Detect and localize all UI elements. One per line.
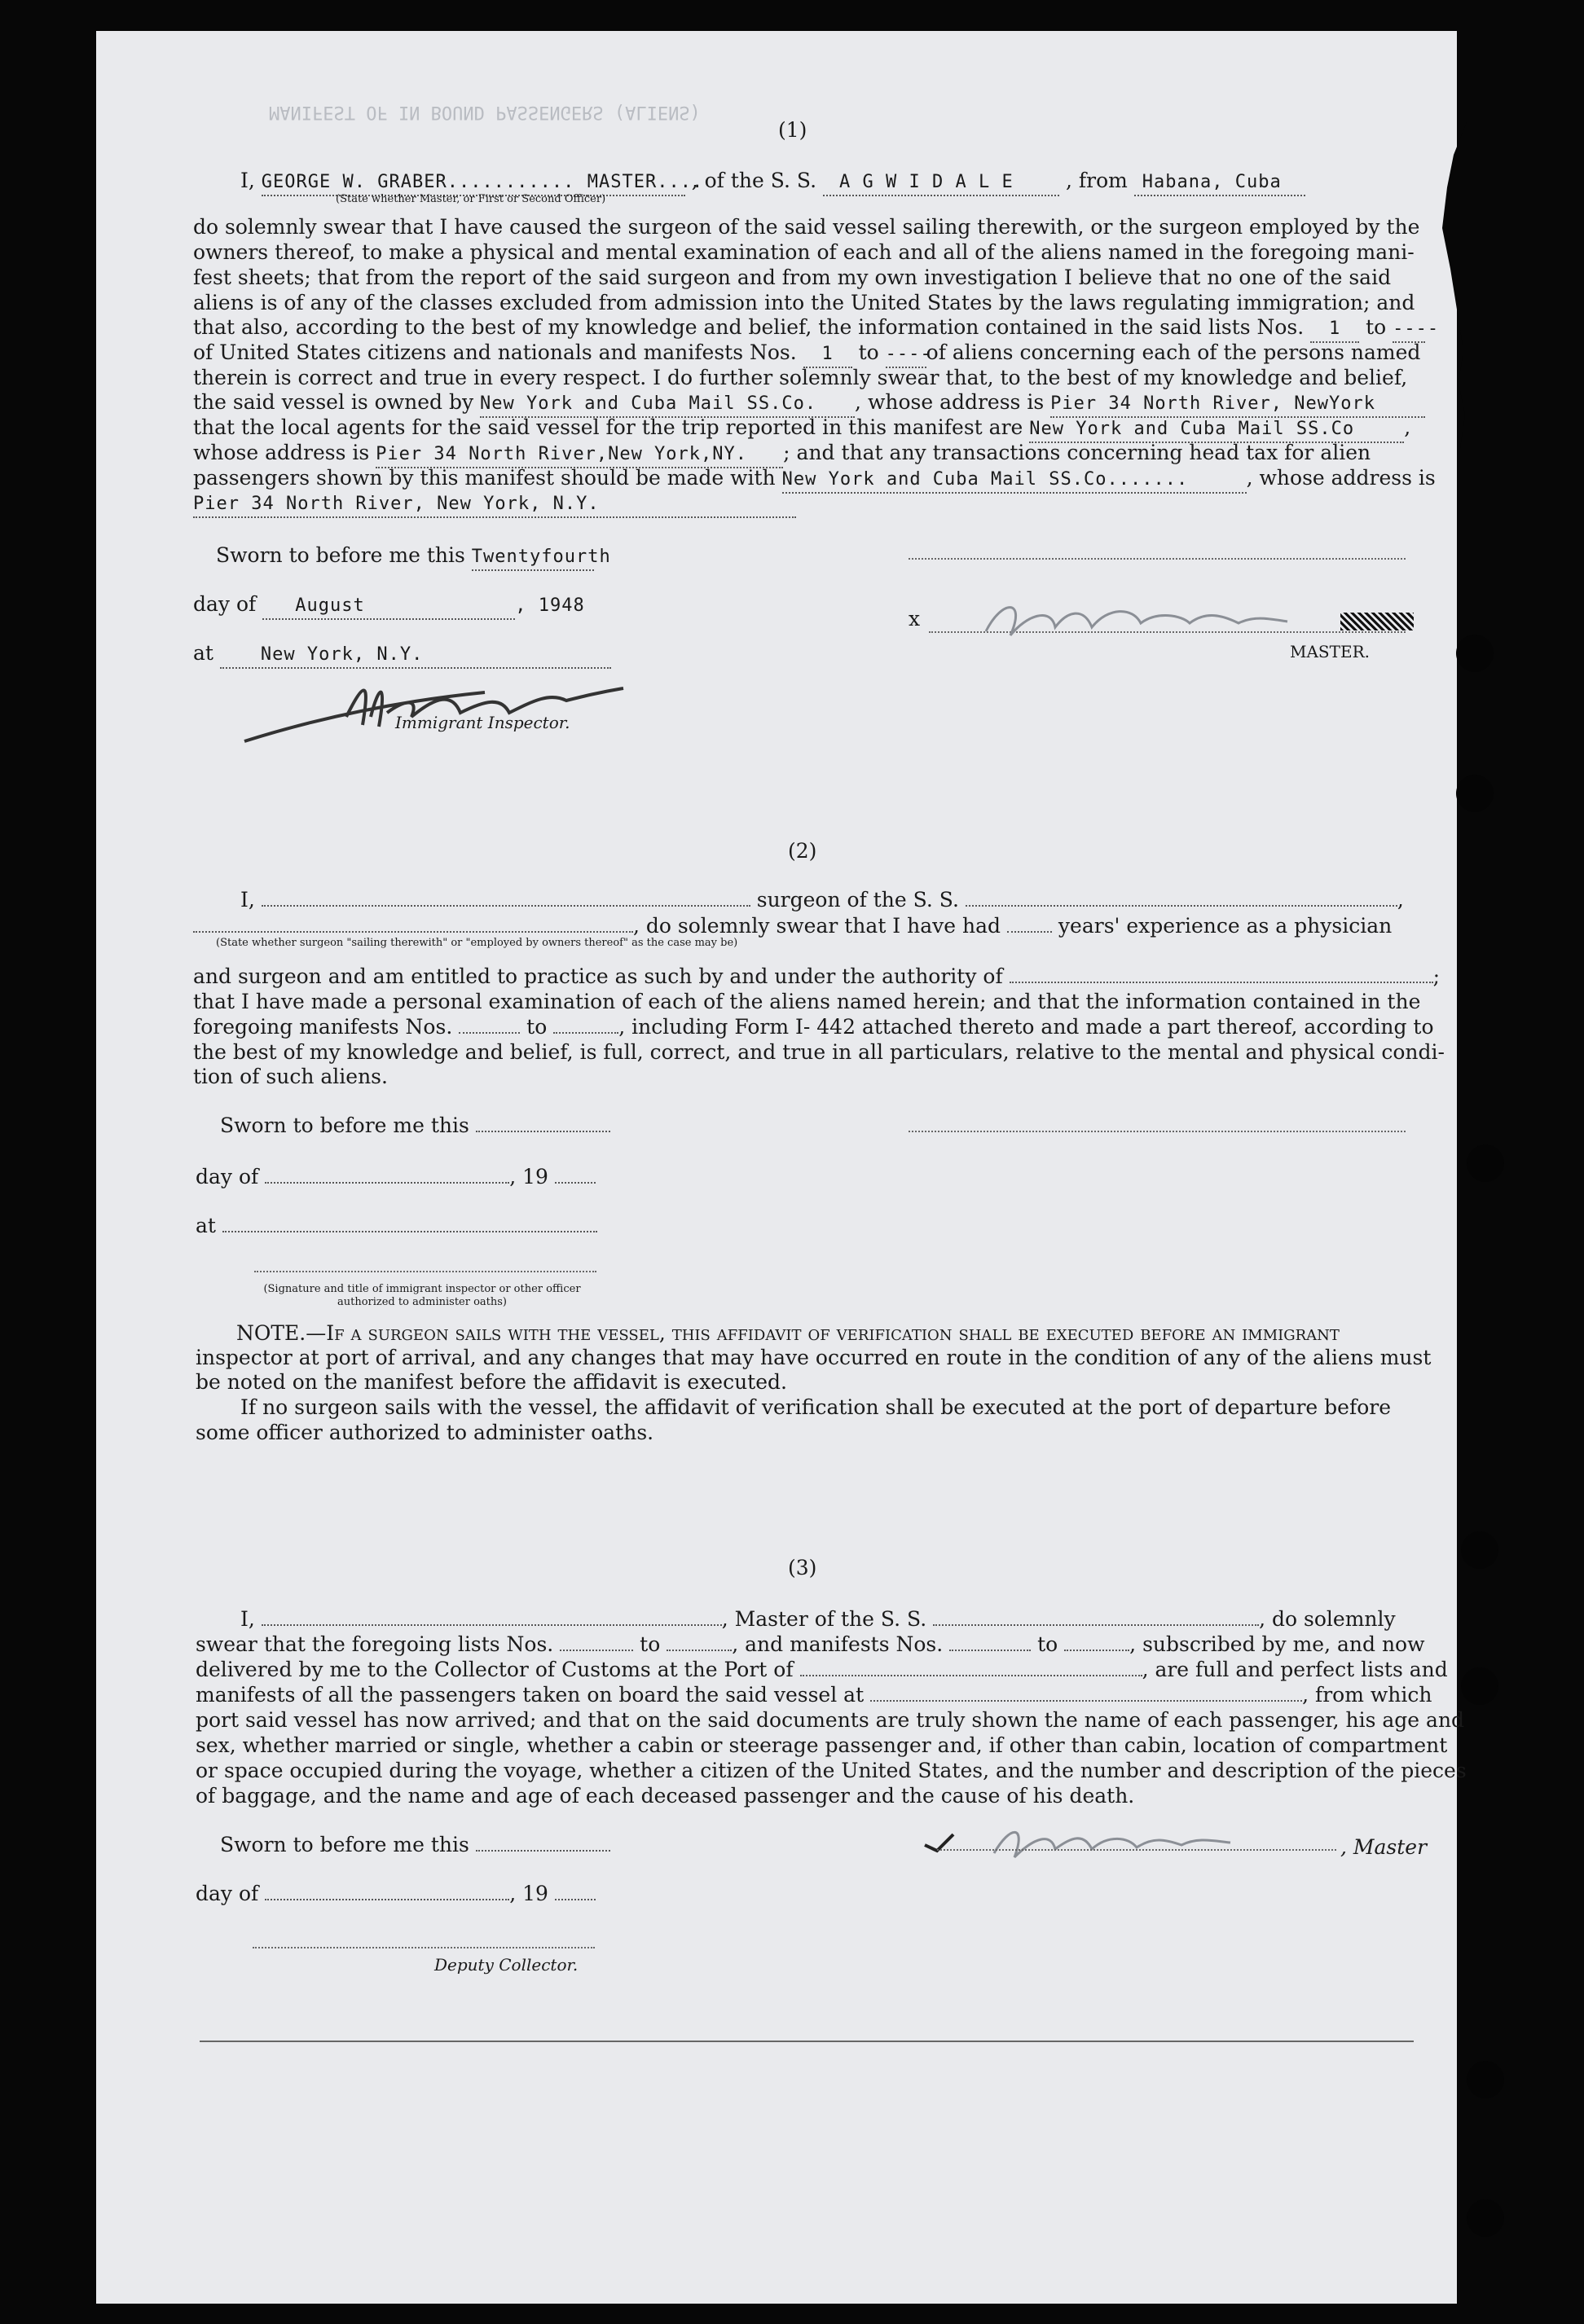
section-3-master-label: , Master xyxy=(1340,1835,1428,1859)
day-of-line: day of August , 1948 xyxy=(193,592,585,620)
section-2-signature-line xyxy=(909,1131,1406,1132)
lists-from: 1 xyxy=(1310,317,1359,343)
note-line: be noted on the manifest before the affidavit is executed. xyxy=(196,1370,787,1394)
master-signature xyxy=(978,591,1320,648)
master-signature-line xyxy=(909,558,1406,560)
section-3-number: (3) xyxy=(788,1556,817,1579)
section-3-master-line xyxy=(937,1849,1336,1851)
master-title: MASTER.... xyxy=(587,170,685,196)
section-3-line-1: I, , Master of the S. S. , do solemnly xyxy=(240,1607,1396,1631)
sworn-place: New York, N.Y. xyxy=(220,643,611,669)
sworn-day: Twentyfourth xyxy=(472,545,594,571)
punch-hole xyxy=(1461,1531,1498,1569)
headtax-address: Pier 34 North River, New York, N.Y. xyxy=(193,492,796,518)
section-2-line-5: foregoing manifests Nos. to , including Form I- 442 attached thereto and made a part thereof, according to xyxy=(193,1015,1434,1039)
punch-hole xyxy=(1467,2061,1504,2098)
note-line: If no surgeon sails with the vessel, the affidavit of verification shall be executed at the port of departure before xyxy=(240,1395,1391,1419)
from-port: Habana, Cuba xyxy=(1134,170,1305,196)
punch-hole xyxy=(1456,635,1494,672)
section-2-line-1: I, surgeon of the S. S. , xyxy=(240,888,1404,912)
at-line: at New York, N.Y. xyxy=(193,641,611,669)
section-1-number: (1) xyxy=(778,118,807,142)
inspector-label: Immigrant Inspector. xyxy=(395,713,570,732)
vessel-owner: New York and Cuba Mail SS.Co. xyxy=(480,392,855,418)
body-line: fest sheets; that from the report of the said surgeon and from my own investigation I believe that no one of the said xyxy=(193,266,1392,289)
section-2-line-2: , do solemnly swear that I have had years' experience as a physician xyxy=(193,914,1392,938)
section-2-line-6: the best of my knowledge and belief, is full, correct, and true in all particulars, relative to the mental and physical condi- xyxy=(193,1040,1445,1064)
section-3-line-2: swear that the foregoing lists Nos. to , and manifests Nos. to , subscribed by me, and now xyxy=(196,1632,1425,1656)
body-line: aliens is of any of the classes excluded from admission into the United States by the laws regulating immigration; and xyxy=(193,291,1415,314)
body-line: therein is correct and true in every respect. I do further solemnly swear that, to the best of my knowledge and belief, xyxy=(193,366,1408,389)
section-2-number: (2) xyxy=(788,839,817,863)
x-mark: x xyxy=(909,607,921,630)
master-name: GEORGE W. GRABER........... xyxy=(262,170,587,196)
caption-master: (State whether Master, or First or Second Officer) xyxy=(336,193,606,205)
section-2-sworn: Sworn to before me this xyxy=(220,1114,610,1138)
section-3-line-7: or space occupied during the voyage, whether a citizen of the United States, and the number and description of the pieces xyxy=(196,1759,1467,1782)
lists-to: ---- xyxy=(1393,317,1425,343)
punch-hole xyxy=(1467,2199,1504,2237)
body-line-agents: that the local agents for the said vessel for the trip reported in this manifest are New York and Cuba Mail SS.Co , xyxy=(193,415,1410,443)
body-line-owner: the said vessel is owned by New York and Cuba Mail SS.Co. , whose address is Pier 34 North River, NewYork xyxy=(193,390,1425,418)
manifests-from: 1 xyxy=(803,342,852,368)
caption-surgeon: (State whether surgeon "sailing therewith" or "employed by owners thereof" as the case may be) xyxy=(216,937,738,949)
section-3-day: day of , 19 xyxy=(196,1882,596,1906)
section-3-sworn: Sworn to before me this xyxy=(220,1833,610,1857)
punch-hole xyxy=(1461,1667,1498,1705)
headtax-party: New York and Cuba Mail SS.Co....... xyxy=(782,468,1247,494)
body-line-lists: that also, according to the best of my knowledge and belief, the information contained in the said lists Nos. 1 to ---- xyxy=(193,315,1425,343)
master-signature-2 xyxy=(921,1817,1263,1865)
section-2-line-3: and surgeon and am entitled to practice as such by and under the authority of ; xyxy=(193,964,1441,988)
section-2-day: day of , 19 xyxy=(196,1165,596,1189)
section-1-first-line: I, GEORGE W. GRABER........... MASTER.... , of the S. S. A G W I D A L E , from Habana, Cuba xyxy=(240,169,1305,196)
section-3-line-6: sex, whether married or single, whether a cabin or steerage passenger and, if other than cabin, location of compartment xyxy=(196,1733,1448,1757)
section-2-line-7: tion of such aliens. xyxy=(193,1065,388,1088)
section-3-line-4: manifests of all the passengers taken on board the said vessel at , from which xyxy=(196,1683,1432,1707)
local-agents: New York and Cuba Mail SS.Co xyxy=(1029,417,1404,443)
note-line: NOTE.—If a surgeon sails with the vessel, this affidavit of verification shall be executed before an immigrant xyxy=(236,1321,1340,1345)
sworn-label: Sworn to before me this Twentyfourth xyxy=(216,543,594,571)
deputy-signature-line xyxy=(253,1947,595,1948)
caption-officer: (Signature and title of immigrant inspector or other officer authorized to administer oaths) xyxy=(263,1283,581,1308)
section-3-line-5: port said vessel has now arrived; and that on the said documents are truly shown the name of each passenger, his age and xyxy=(196,1708,1465,1732)
section-2-line-4: that I have made a personal examination of each of the aliens named herein; and that the information contained in the xyxy=(193,990,1421,1013)
deputy-label: Deputy Collector. xyxy=(434,1955,579,1975)
section-2-officer-line xyxy=(254,1271,596,1272)
note-line: some officer authorized to administer oaths. xyxy=(196,1421,654,1444)
section-3-line-3: delivered by me to the Collector of Customs at the Port of , are full and perfect lists and xyxy=(196,1658,1448,1681)
agents-address: Pier 34 North River,New York,NY. xyxy=(376,442,783,468)
section-3-line-8: of baggage, and the name and age of each deceased passenger and the cause of his death. xyxy=(196,1784,1135,1808)
sworn-month: August xyxy=(262,594,515,620)
manifests-to: ---- xyxy=(886,342,926,368)
body-line-headtax-address xyxy=(193,490,796,518)
body-line-manifests: of United States citizens and nationals and manifests Nos. 1 to ----of aliens concerning each of the persons named xyxy=(193,340,1420,368)
body-line-headtax: passengers shown by this manifest should be made with New York and Cuba Mail SS.Co....... , whose address is xyxy=(193,466,1436,494)
punch-hole xyxy=(1456,775,1494,812)
owner-address: Pier 34 North River, NewYork xyxy=(1050,392,1425,418)
bottom-rule xyxy=(200,2041,1414,2042)
body-line: do solemnly swear that I have caused the surgeon of the said vessel sailing therewith, or the surgeon employed by the xyxy=(193,215,1420,239)
sworn-year: , 1948 xyxy=(515,595,585,616)
note-line: inspector at port of arrival, and any changes that may have occurred en route in the condition of any of the aliens must xyxy=(196,1346,1432,1369)
bleed-through-text: MANIFEST OF IN BOUND PASSENGERS (ALIENS) xyxy=(269,102,701,122)
inspector-signature xyxy=(240,668,664,749)
master-label: MASTER. xyxy=(1290,642,1370,661)
body-line-agents-address: whose address is Pier 34 North River,New York,NY. ; and that any transactions concerning head tax for alien xyxy=(193,441,1371,468)
punch-hole xyxy=(1467,1144,1504,1182)
section-2-at: at xyxy=(196,1214,597,1238)
body-line: owners thereof, to make a physical and mental examination of each and all of the aliens named in the foregoing mani- xyxy=(193,240,1415,264)
vessel-name: A G W I D A L E xyxy=(823,170,1059,196)
struck-out-text xyxy=(1340,613,1414,630)
